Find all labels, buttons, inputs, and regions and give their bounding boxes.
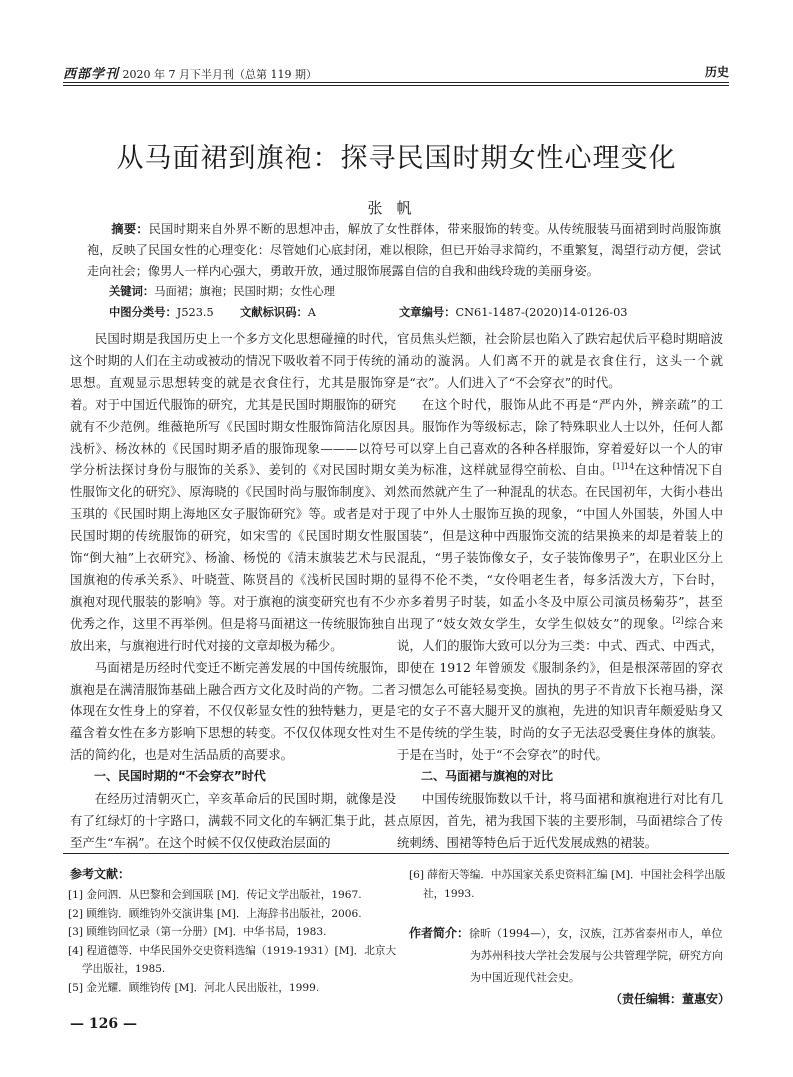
reference-item: [1] 金问泗．从巴黎和会到国联 [M]．传记文学出版社，1967. bbox=[68, 889, 362, 901]
author-bio-text: 徐昕（1994—），女，汉族，江苏省泰州市人，单位为苏州科技大学社会发展与公共管理学院，研究方向为中国近现代社会史。 bbox=[469, 927, 723, 984]
journal-logo: 西部学刊 bbox=[63, 67, 120, 82]
article-number-label: 文章编号： bbox=[399, 306, 456, 319]
body-paragraph: 民国时期是我国历史上一个多方文化思想碰撞的时代，这个时期的人们在主动或被动的情况下吸收着不同于传统的思想。直观显示思想转变的就是衣食住行，尤其是服饰穿着。对于中国近代服饰的研究，尤其是民国时期服饰的研究就有不少范例。维薇艳所写《民国时期女性服饰简洁化原因浅析》、杨汝林的《民国时期矛盾的服饰现象———以符号学分析法探讨身份与服饰的关系》、姜钊的《对民国时期女性服饰文化的研究》、原海晓的《民国时尚与服饰制度》、刘玉琪的《民国时期上海地区女子服饰研究》等。或者是对于民国时期的传统服饰的研究，如宋雪的《民国时期女性服饰“倒大袖”上衣研究》、杨渝、杨悦的《清末旗装艺术与民国旗袍的传承关系》、叶晓萱、陈贤昌的《浅析民国时期的旗袍对现代服装的影响》等。对于旗袍的演变研究也有不少优秀之作，这里不再举例。但是将马面裙这一传统服饰独自放出来，与旗袍进行时代对接的文章却极为稀少。 bbox=[70, 331, 396, 653]
header-rule-thin bbox=[63, 85, 729, 86]
references-title: 参考文献： bbox=[70, 867, 131, 881]
page-number: — 126 — bbox=[70, 1016, 137, 1032]
body-paragraph: 马面裙是历经时代变迁不断完善发展的中国传统服饰，旗袍是在满清服饰基础上融合西方文化及时尚的产物。二者体现在女性身上的穿着，不仅仅彰显女性的独特魅力，更是蕴含着女性在多方影响下思想的转变。不仅仅体现女性对生活的简约化，也是对生活品质的高要求。 bbox=[70, 659, 396, 763]
body-column-left bbox=[70, 328, 396, 854]
references-rule bbox=[63, 853, 729, 854]
keywords-text: 马面裙；旗袍；民国时期；女性心理 bbox=[154, 285, 335, 298]
references-list-left bbox=[68, 886, 398, 997]
references-list-right bbox=[409, 866, 729, 903]
abstract-label: 摘要： bbox=[111, 222, 149, 236]
reference-item: [3] 顾维钧回忆录（第一分册）[M]．中华书局，1983. bbox=[68, 926, 327, 938]
doc-code-text: A bbox=[307, 306, 316, 319]
classification-label: 中图分类号： bbox=[109, 306, 177, 319]
header-rule bbox=[63, 82, 729, 83]
body-text: 综合来说，人们的服饰大致可以分为三类：中式、西式、中西式，即使在 1912 年曾颁发《服制条约》，但是根深蒂固的穿衣习惯怎么可能轻易变换。固执的男子不肯放下长袍马褂，深宅的女子不喜大腿开叉的旗袍，先进的知识青年颇爱贴身又不是传统的学生装，时尚的女子无法忍受裹住身体的旗装。于是在当时，处于“不会穿衣”的时代。 bbox=[397, 615, 724, 763]
article-number-text: CN61-1487-(2020)14-0126-03 bbox=[455, 306, 628, 319]
doc-code bbox=[240, 304, 316, 320]
body-text: 在这种情况下自然而然就产生了一种混乱的状态。在民国初年，大街小巷出现了中外人士服饰互换的现象，“中国人外国装，外国人中国装”，但是这种中西服饰交流的结果换来的却是着装上的混乱，“男子装饰像女子，女子装饰像男子”，在职业区分上显得不伦不类，“女伶唱老生者，每多活泼大方，下台时，亦多着男子时装，如孟小冬及中原公司演员杨菊芬”，甚至出现了“妓女效女学生，女学生似妓女”的现象。 bbox=[397, 462, 724, 631]
body-column-right bbox=[397, 328, 723, 854]
body-paragraph: 在经历过清朝灭亡，辛亥革命后的民国时期，就像是没有了红绿灯的十字路口，满载不同文化的车辆汇集于此，甚至产生“车祸”。在这个时候不仅仅使政治层面的 bbox=[70, 791, 396, 850]
body-paragraph: 官员焦头烂额，社会阶层也陷入了跌宕起伏后平稳时期暗波涌动的漩涡。人们离不开的就是衣食住行，这头一个就是“衣”。人们进入了“不会穿衣”的时代。 bbox=[397, 331, 723, 390]
author-bio bbox=[409, 922, 729, 989]
editor-credit: （责任编辑：董惠安） bbox=[609, 992, 730, 1006]
keywords bbox=[109, 283, 335, 299]
keywords-label: 关键词： bbox=[109, 285, 155, 298]
classification-text: J523.5 bbox=[176, 306, 214, 319]
article-title: 从马面裙到旗袍：探寻民国时期女性心理变化 bbox=[116, 143, 677, 174]
article-number bbox=[399, 304, 628, 320]
issue-info: 2020 年 7 月下半月刊（总第 119 期） bbox=[122, 68, 317, 81]
author-bio-label: 作者简介： bbox=[409, 926, 470, 940]
abstract bbox=[87, 219, 721, 282]
body-paragraph: 中国传统服饰数以千计，将马面裙和旗袍进行对比有几点原因，首先，裙为我国下装的主要形制，马面裙综合了传统刺绣、围裙等特色后于近代发展成熟的裙装。 bbox=[397, 791, 723, 850]
section-heading: 一、民国时期的“不会穿衣”时代 bbox=[94, 769, 266, 784]
reference-item: [6] 薛衔天等编．中苏国家关系史资料汇编 [M]．中国社会科学出版社，1993. bbox=[409, 869, 726, 900]
body-text: 在这个时代，服饰从此不再是“严内外，辨亲疏”的工具。服饰作为等级标志，除了特殊职业人士以外，任何人都可以穿上自己喜欢的各种各样服饰，穿着爱好以一个人的审美为标准，这样就显得空前松、自由。 bbox=[397, 396, 723, 478]
reference-item: [2] 顾维钧．顾维钧外交演讲集 [M]．上海辞书出版社，2006. bbox=[68, 907, 362, 920]
section-label: 历史 bbox=[704, 65, 729, 79]
citation-mark: [2] bbox=[672, 615, 684, 625]
section-heading: 二、马面裙与旗袍的对比 bbox=[421, 769, 554, 784]
abstract-text: 民国时期来自外界不断的思想冲击，解放了女性群体，带来服饰的转变。从传统服装马面裙到时尚服饰旗袍，反映了民国女性的心理变化：尽管她们心底封闭，难以根除，但已开始寻求简约，不重繁复，渴望行动方便，尝试走向社会；像男人一样内心强大，勇敢开放，通过服饰展露自信的自我和曲线玲珑的美丽身姿。 bbox=[87, 222, 722, 278]
author-name: 张帆 bbox=[367, 199, 426, 217]
classification bbox=[109, 304, 214, 320]
reference-item: [4] 程道德等．中华民国外交史资料选编（1919-1931）[M]．北京大学出版社，1985. bbox=[68, 944, 397, 975]
journal-header bbox=[63, 63, 317, 82]
body-paragraph bbox=[397, 394, 723, 766]
citation-mark: [1]14 bbox=[612, 462, 635, 472]
doc-code-label: 文献标识码： bbox=[240, 306, 308, 319]
reference-item: [5] 金光耀．顾维钧传 [M]．河北人民出版社，1999. bbox=[68, 981, 320, 994]
